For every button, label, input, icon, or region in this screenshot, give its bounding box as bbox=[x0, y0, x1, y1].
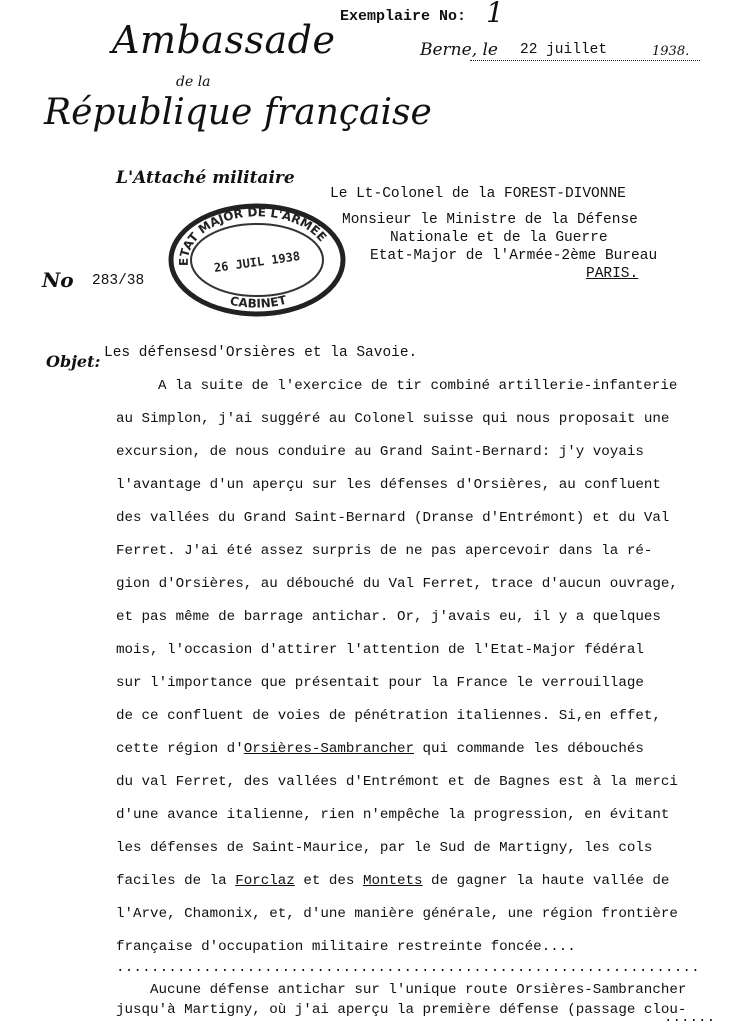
letterhead-republique: République française bbox=[44, 92, 432, 133]
orsieres-sambrancher-underlined: Orsières-Sambrancher bbox=[243, 741, 414, 757]
body-line-15: les défenses de Saint-Maurice, par le Sud de Martigny, les cols bbox=[116, 840, 653, 856]
body-line-9: mois, l'occasion d'attirer l'attention de l'Etat-Major fédéral bbox=[116, 642, 644, 658]
body-line-20: jusqu'à Martigny, où j'ai aperçu la première défense (passage clou- bbox=[116, 1002, 687, 1018]
letterhead-de-la: de la bbox=[176, 74, 211, 90]
objet-label: Objet: bbox=[46, 352, 101, 371]
letter-year: 1938. bbox=[652, 44, 690, 59]
letter-date: 22 juillet bbox=[520, 42, 608, 58]
stamp-bottom-text: CABINET bbox=[228, 292, 288, 311]
body-line-6: Ferret. J'ai été assez surpris de ne pas apercevoir dans la ré- bbox=[116, 543, 653, 559]
body-line-8: et pas même de barrage antichar. Or, j'avais eu, il y a quelques bbox=[116, 609, 661, 625]
stamp-top-text: ETAT MAJOR DE L'ARMÉE bbox=[176, 205, 330, 267]
body-line-12-post: qui commande les débouchés bbox=[414, 741, 644, 757]
body-line-5: des vallées du Grand Saint-Bernard (Dranse d'Entrémont) et du Val bbox=[116, 510, 670, 526]
exemplaire-value: 1 bbox=[486, 0, 504, 29]
body-line-11: de ce confluent de voies de pénétration italiennes. Si,en effet, bbox=[116, 708, 661, 724]
reference-number: 283/38 bbox=[92, 273, 145, 289]
body-line-7: gion d'Orsières, au débouché du Val Ferret, trace d'aucun ouvrage, bbox=[116, 576, 678, 592]
objet-text: Les défensesd'Orsières et la Savoie. bbox=[104, 345, 418, 361]
letterhead-ambassade: Ambassade bbox=[112, 18, 336, 62]
body-line-2: au Simplon, j'ai suggéré au Colonel suisse qui nous proposait une bbox=[116, 411, 670, 427]
body-line-3: excursion, de nous conduire au Grand Saint-Bernard: j'y voyais bbox=[116, 444, 644, 460]
dotted-separator: ................................................................... bbox=[116, 960, 700, 976]
stamp-center-text: 26 JUIL 1938 bbox=[213, 249, 301, 275]
body-line-12 bbox=[116, 741, 644, 757]
body-line-16 bbox=[116, 873, 669, 889]
body-line-18: française d'occupation militaire restreinte foncée.... bbox=[116, 939, 576, 955]
body-line-12-pre: cette région d' bbox=[116, 741, 244, 757]
recipient-line-3: Etat-Major de l'Armée-2ème Bureau bbox=[370, 248, 658, 264]
exemplaire-label: Exemplaire No: bbox=[340, 8, 467, 25]
cabinet-stamp bbox=[166, 200, 348, 318]
place-label: Berne, le bbox=[420, 40, 498, 60]
recipient-line-2: Nationale et de la Guerre bbox=[390, 230, 608, 246]
body-line-13: du val Ferret, des vallées d'Entrémont et de Bagnes est à la merci bbox=[116, 774, 678, 790]
body-line-10: sur l'importance que présentait pour la France le verrouillage bbox=[116, 675, 644, 691]
date-underline bbox=[470, 60, 700, 61]
trailing-dots: ...... bbox=[664, 1010, 716, 1026]
montets-underlined: Montets bbox=[362, 873, 423, 889]
reference-number-label: No bbox=[42, 268, 74, 292]
recipient-city: PARIS. bbox=[586, 266, 639, 282]
body-line-16-pre: faciles de la bbox=[116, 873, 236, 889]
letterhead-attache: L'Attaché militaire bbox=[116, 168, 295, 188]
body-line-16-post: de gagner la haute vallée de bbox=[422, 873, 670, 889]
forclaz-underlined: Forclaz bbox=[235, 873, 295, 889]
body-line-4: l'avantage d'un aperçu sur les défenses d'Orsières, au confluent bbox=[116, 477, 661, 493]
recipient-line-1: Monsieur le Ministre de la Défense bbox=[342, 212, 638, 228]
body-line-14: d'une avance italienne, rien n'empêche la progression, en évitant bbox=[116, 807, 670, 823]
body-line-16-mid: et des bbox=[294, 873, 363, 889]
body-line-19: Aucune défense antichar sur l'unique route Orsières-Sambrancher bbox=[150, 982, 687, 998]
sender-line: Le Lt-Colonel de la FOREST-DIVONNE bbox=[330, 186, 626, 202]
body-line-17: l'Arve, Chamonix, et, d'une manière générale, une région frontière bbox=[116, 906, 678, 922]
body-line-1: A la suite de l'exercice de tir combiné artillerie-infanterie bbox=[158, 378, 678, 394]
